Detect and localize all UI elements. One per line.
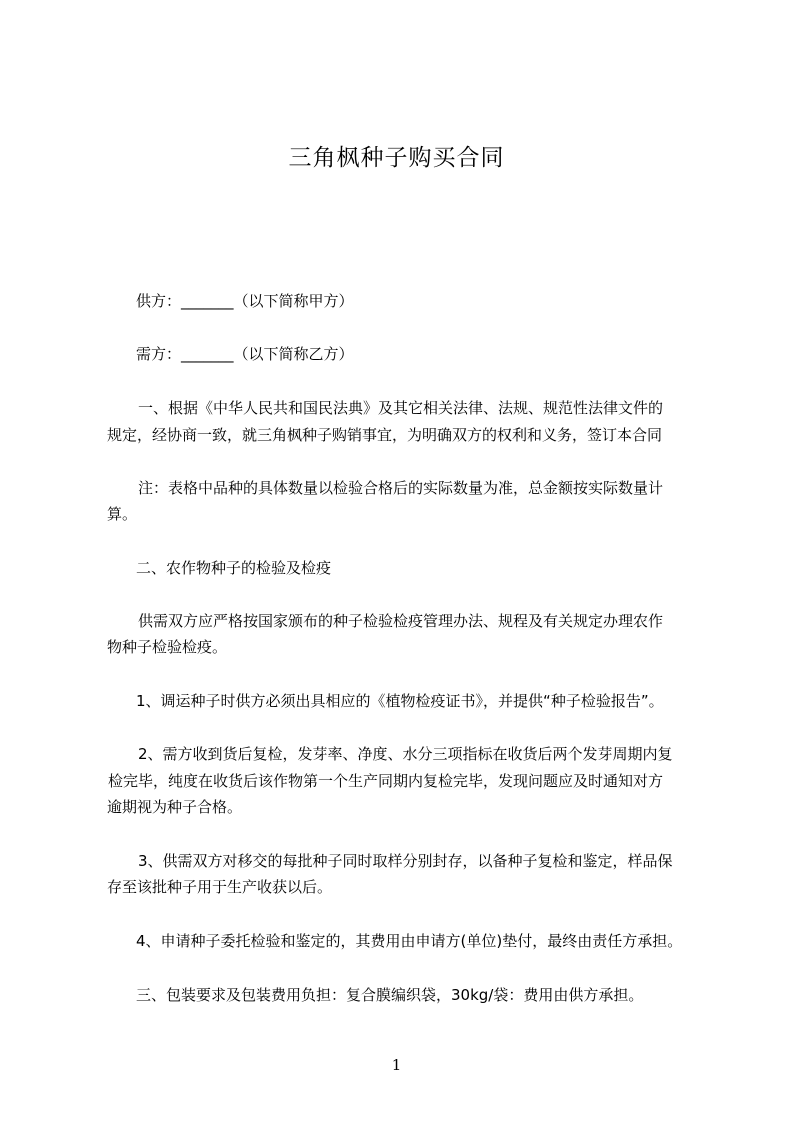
note-line1: 注：表格中品种的具体数量以检验合格后的实际数量为准，总金额按实际数量计	[138, 479, 664, 497]
document-title: 三角枫种子购买合同	[288, 145, 505, 171]
supplier-line: 供方：_______（以下简称甲方）	[136, 292, 354, 310]
section2-item2-line1: 2、需方收到货后复检，发芽率、净度、水分三项指标在收货后两个发芽周期内复	[138, 745, 673, 763]
section2-intro-line1: 供需双方应严格按国家颁布的种子检验检疫管理办法、规程及有关规定办理农作	[138, 612, 664, 630]
section1-line1: 一、根据《中华人民共和国民法典》及其它相关法律、法规、规范性法律文件的	[138, 399, 664, 417]
section2-heading: 二、农作物种子的检验及检疫	[136, 559, 332, 577]
section2-item1: 1、调运种子时供方必须出具相应的《植物检疫证书》，并提供“种子检验报告”。	[136, 692, 664, 710]
section2-item3-line2: 存至该批种子用于生产收获以后。	[107, 878, 333, 896]
section2-intro-line2: 物种子检验检疫。	[107, 638, 228, 656]
section1-line2: 规定，经协商一致，就三角枫种子购销事宜，为明确双方的权利和义务，签订本合同	[107, 426, 663, 444]
note-line2: 算。	[107, 505, 138, 523]
section3-line: 三、包装要求及包装费用负担：复合膜编织袋，30kg/袋：费用由供方承担。	[136, 986, 644, 1004]
page-number: 1	[391, 1056, 402, 1074]
section2-item2-line3: 逾期视为种子合格。	[107, 798, 243, 816]
buyer-line: 需方：_______（以下简称乙方）	[136, 345, 354, 363]
section2-item2-line2: 检完毕，纯度在收货后该作物第一个生产同期内复检完毕，发现问题应及时通知对方	[108, 772, 664, 790]
section2-item4: 4、申请种子委托检验和鉴定的，其费用由申请方(单位)垫付，最终由责任方承担。	[136, 932, 683, 950]
section2-item3-line1: 3、供需双方对移交的每批种子同时取样分别封存，以备种子复检和鉴定，样品保	[138, 852, 673, 870]
